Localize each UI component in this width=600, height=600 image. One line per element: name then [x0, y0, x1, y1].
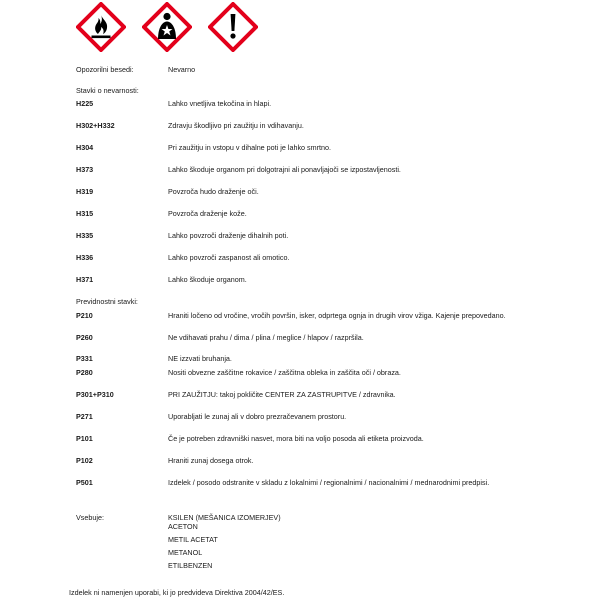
- precaution-text: Izdelek / posodo odstranite v skladu z lokalnimi / regionalnimi / nacionalnimi / mednarodnimi predpisi.: [168, 478, 490, 487]
- precaution-text: Če je potreben zdravniški nasvet, mora biti na voljo posoda ali etiketa proizvoda.: [168, 434, 424, 443]
- hazard-text: Lahko vnetljiva tekočina in hlapi.: [168, 99, 272, 108]
- ingredient-item: ETILBENZEN: [168, 561, 213, 570]
- hazard-code: H373: [76, 165, 94, 174]
- directive-note: Izdelek ni namenjen uporabi, ki jo predvideva Direktiva 2004/42/ES.: [69, 588, 285, 597]
- precaution-text: NE izzvati bruhanja.: [168, 354, 232, 363]
- signal-word-label: Opozorilni besedi:: [76, 65, 134, 74]
- hazard-text: Zdravju škodljivo pri zaužitju in vdihavanju.: [168, 121, 304, 130]
- hazard-text: Povzroča draženje kože.: [168, 209, 247, 218]
- signal-word-value: Nevarno: [168, 65, 196, 74]
- health-hazard-icon: [142, 2, 192, 52]
- hazard-text: Lahko škoduje organom pri dolgotrajni ali ponavljajoči se izpostavljenosti.: [168, 165, 401, 174]
- precaution-code: P501: [76, 478, 93, 487]
- hazard-text: Lahko škoduje organom.: [168, 275, 247, 284]
- ingredient-item: METANOL: [168, 548, 203, 557]
- ingredient-item: ACETON: [168, 522, 198, 531]
- hazard-code: H304: [76, 143, 94, 152]
- precaution-text: Nositi obvezne zaščitne rokavice / zaščitna obleka in zaščita oči / obraza.: [168, 368, 401, 377]
- precaution-code: P280: [76, 368, 93, 377]
- precaution-text: PRI ZAUŽITJU: takoj pokličite CENTER ZA ZASTRUPITVE / zdravnika.: [168, 390, 396, 399]
- hazard-code: H371: [76, 275, 94, 284]
- flame-icon: [76, 2, 126, 52]
- ingredient-item: KSILEN (MEŠANICA IZOMERJEV): [168, 513, 281, 522]
- precaution-text: Hraniti zunaj dosega otrok.: [168, 456, 254, 465]
- precaution-code: P210: [76, 311, 93, 320]
- precaution-code: P331: [76, 354, 93, 363]
- hazard-code: H302+H332: [76, 121, 115, 130]
- precaution-code: P260: [76, 333, 93, 342]
- precaution-text: Uporabljati le zunaj ali v dobro prezračevanem prostoru.: [168, 412, 347, 421]
- hazard-text: Povzroča hudo draženje oči.: [168, 187, 259, 196]
- hazard-text: Lahko povzroči zaspanost ali omotico.: [168, 253, 290, 262]
- precaution-code: P301+P310: [76, 390, 114, 399]
- precaution-text: Hraniti ločeno od vročine, vročih površin, isker, odprtega ognja in drugih virov vžiga. Kajenje prepovedano.: [168, 311, 506, 320]
- hazard-text: Lahko povzroči draženje dihalnih poti.: [168, 231, 289, 240]
- precaution-code: P101: [76, 434, 93, 443]
- contains-label: Vsebuje:: [76, 513, 104, 522]
- precaution-code: P271: [76, 412, 93, 421]
- hazard-code: H315: [76, 209, 94, 218]
- exclamation-mark-icon: [208, 2, 258, 52]
- precautionary-statements-heading: Previdnostni stavki:: [76, 297, 138, 306]
- hazard-text: Pri zaužitju in vstopu v dihalne poti je lahko smrtno.: [168, 143, 331, 152]
- hazard-code: H336: [76, 253, 94, 262]
- precaution-code: P102: [76, 456, 93, 465]
- hazard-code: H319: [76, 187, 94, 196]
- hazard-statements-heading: Stavki o nevarnosti:: [76, 86, 139, 95]
- hazard-code: H335: [76, 231, 94, 240]
- hazard-code: H225: [76, 99, 94, 108]
- ingredient-item: METIL ACETAT: [168, 535, 218, 544]
- precaution-text: Ne vdihavati prahu / dima / plina / meglice / hlapov / razpršila.: [168, 333, 364, 342]
